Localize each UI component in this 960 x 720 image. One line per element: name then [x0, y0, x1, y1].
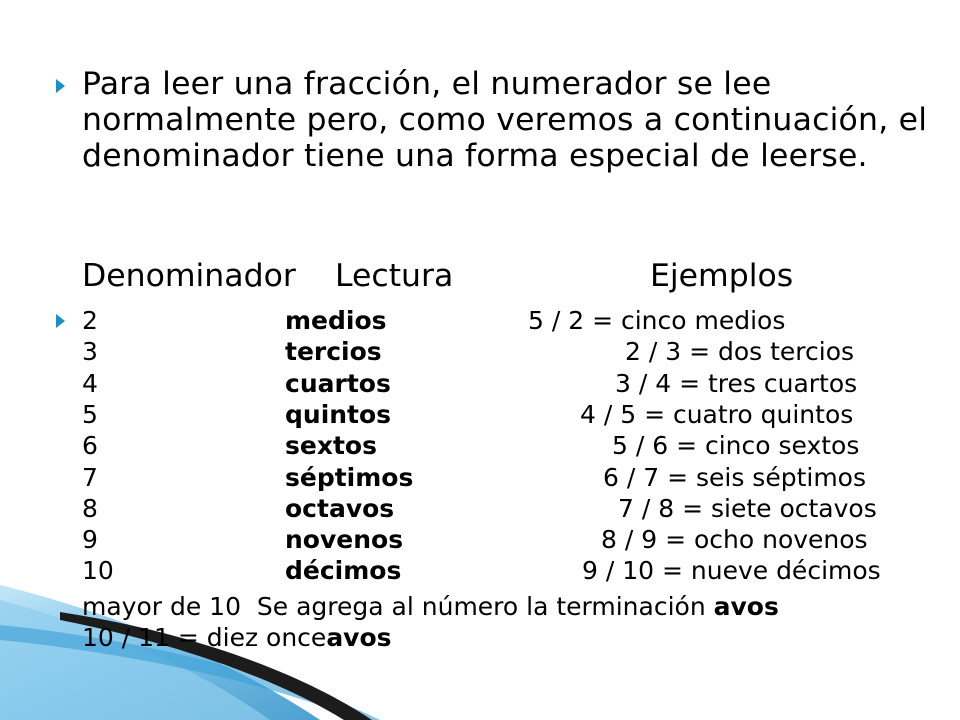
- row-denominator: 7: [82, 463, 98, 492]
- header-denominador: Denominador: [82, 258, 296, 294]
- row-lectura: tercios: [285, 337, 382, 366]
- row-lectura: medios: [285, 306, 387, 335]
- row-ejemplo: 5 / 2 = cinco medios: [528, 306, 786, 335]
- row-lectura: séptimos: [285, 463, 414, 492]
- row-denominator: 2: [82, 306, 98, 335]
- row-denominator: 8: [82, 494, 98, 523]
- row-ejemplo: 4 / 5 = cuatro quintos: [580, 400, 854, 429]
- row-ejemplo: 7 / 8 = siete octavos: [618, 494, 877, 523]
- header-ejemplos: Ejemplos: [650, 258, 794, 294]
- rule-example: [82, 623, 392, 653]
- row-ejemplo: 2 / 3 = dos tercios: [625, 337, 855, 366]
- intro-paragraph: Para leer una fracción, el numerador se lee normalmente pero, como veremos a continuación, el denominador tiene una forma especial de leerse.: [82, 66, 928, 174]
- row-lectura: sextos: [285, 431, 377, 460]
- row-lectura: cuartos: [285, 369, 391, 398]
- rule-suffix: avos: [713, 592, 779, 621]
- row-lectura: quintos: [285, 400, 392, 429]
- row-lectura: octavos: [285, 494, 395, 523]
- row-denominator: 9: [82, 525, 98, 554]
- row-ejemplo: 9 / 10 = nueve décimos: [582, 556, 881, 585]
- bullet-arrow-icon: [56, 79, 65, 93]
- row-denominator: 10: [82, 556, 114, 585]
- row-ejemplo: 5 / 6 = cinco sextos: [612, 431, 860, 460]
- rule-example-prefix: 10 / 11 = diez once: [82, 623, 327, 652]
- rule-example-suffix: avos: [326, 623, 392, 652]
- row-lectura: décimos: [285, 556, 402, 585]
- row-lectura: novenos: [285, 525, 404, 554]
- header-lectura: Lectura: [335, 258, 454, 294]
- rule-line: [82, 592, 779, 622]
- bullet-arrow-icon: [56, 314, 65, 328]
- row-ejemplo: 8 / 9 = ocho novenos: [601, 525, 868, 554]
- row-denominator: 4: [82, 369, 98, 398]
- row-ejemplo: 6 / 7 = seis séptimos: [603, 463, 866, 492]
- rule-text: Se agrega al número la terminación: [256, 592, 706, 621]
- row-denominator: 5: [82, 400, 98, 429]
- rule-label: mayor de 10: [82, 592, 241, 621]
- row-denominator: 6: [82, 431, 98, 460]
- row-ejemplo: 3 / 4 = tres cuartos: [615, 369, 858, 398]
- row-denominator: 3: [82, 337, 98, 366]
